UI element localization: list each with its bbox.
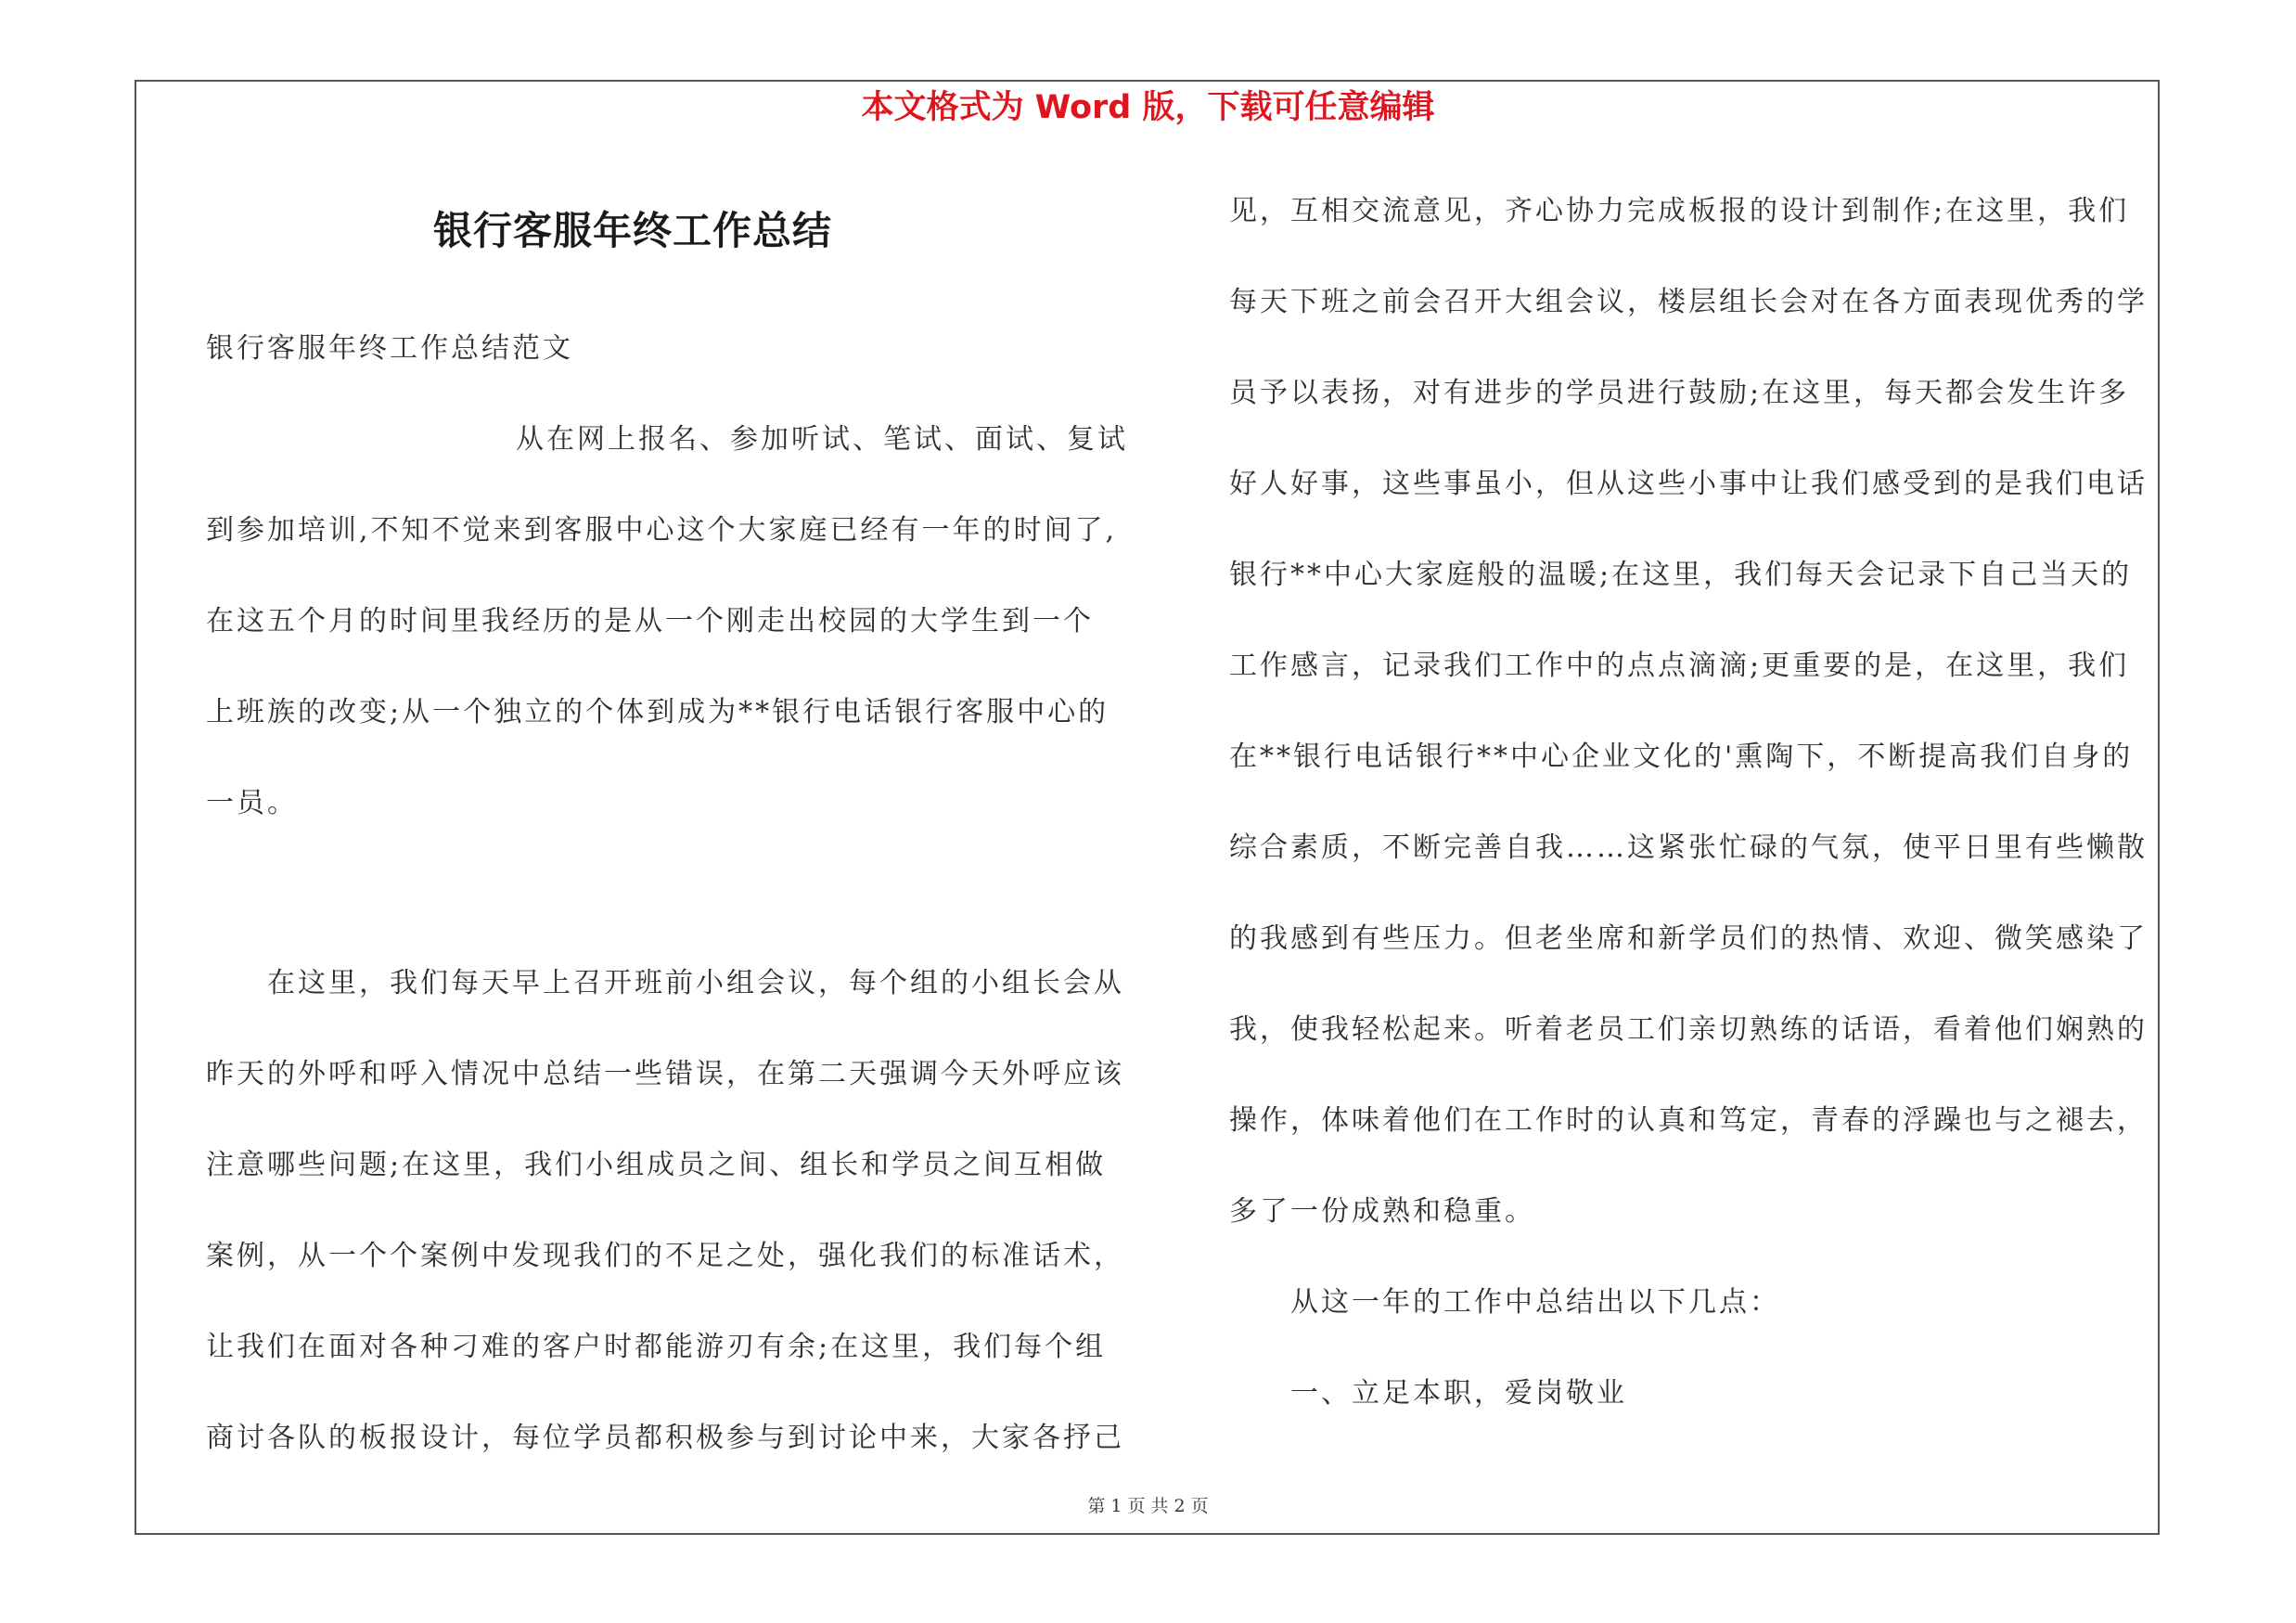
format-banner: 本文格式为 Word 版，下载可任意编辑 — [861, 89, 1435, 126]
paragraph-line: 多了一份成熟和稳重。 — [1229, 1195, 1535, 1228]
paragraph-line: 从这一年的工作中总结出以下几点： — [1290, 1286, 1780, 1319]
paragraph-line: 从在网上报名、参加听试、笔试、面试、复试 — [516, 423, 1128, 456]
page-number-footer: 第 1 页 共 2 页 — [1087, 1496, 1209, 1516]
paragraph-line: 案例，从一个个案例中发现我们的不足之处，强化我们的标准话术， — [206, 1240, 1124, 1272]
section-heading: 一、立足本职，爱岗敬业 — [1290, 1377, 1627, 1410]
paragraph-line: 员予以表扬，对有进步的学员进行鼓励;在这里，每天都会发生许多 — [1229, 377, 2130, 409]
paragraph-line: 的我感到有些压力。但老坐席和新学员们的热情、欢迎、微笑感染了 — [1229, 922, 2148, 955]
paragraph-line: 我，使我轻松起来。听着老员工们亲切熟练的话语，看着他们娴熟的 — [1229, 1013, 2148, 1046]
paragraph-line: 商讨各队的板报设计，每位学员都积极参与到讨论中来，大家各抒己 — [206, 1422, 1124, 1454]
paragraph-line: 注意哪些问题;在这里，我们小组成员之间、组长和学员之间互相做 — [206, 1149, 1107, 1181]
paragraph-line: 到参加培训,不知不觉来到客服中心这个大家庭已经有一年的时间了, — [206, 514, 1118, 547]
paragraph-line: 让我们在面对各种刁难的客户时都能游刃有余;在这里，我们每个组 — [206, 1331, 1107, 1363]
paragraph-line: 综合素质，不断完善自我……这紧张忙碌的气氛，使平日里有些懒散 — [1229, 831, 2148, 864]
paragraph-line: 上班族的改变;从一个独立的个体到成为**银行电话银行客服中心的 — [206, 696, 1110, 728]
paragraph-line: 在这里，我们每天早上召开班前小组会议，每个组的小组长会从 — [267, 967, 1124, 999]
document-title: 银行客服年终工作总结 — [432, 208, 832, 253]
paragraph-line: 银行**中心大家庭般的温暖;在这里，我们每天会记录下自己当天的 — [1229, 559, 2133, 591]
paragraph-line: 工作感言，记录我们工作中的点点滴滴;更重要的是，在这里，我们 — [1229, 650, 2130, 682]
paragraph-line: 在**银行电话银行**中心企业文化的'熏陶下，不断提高我们自身的 — [1229, 741, 2134, 773]
paragraph-line: 在这五个月的时间里我经历的是从一个刚走出校园的大学生到一个 — [206, 605, 1094, 638]
paragraph-line: 操作，体味着他们在工作时的认真和笃定，青春的浮躁也与之褪去， — [1229, 1104, 2148, 1137]
paragraph-line: 银行客服年终工作总结范文 — [206, 332, 573, 365]
paragraph-line: 一员。 — [206, 787, 298, 819]
paragraph-line: 每天下班之前会召开大组会议，楼层组长会对在各方面表现优秀的学 — [1229, 286, 2148, 318]
paragraph-line: 好人好事，这些事虽小，但从这些小事中让我们感受到的是我们电话 — [1229, 468, 2148, 500]
paragraph-line: 见，互相交流意见，齐心协力完成板报的设计到制作;在这里，我们 — [1229, 195, 2130, 227]
paragraph-line: 昨天的外呼和呼入情况中总结一些错误，在第二天强调今天外呼应该 — [206, 1058, 1124, 1090]
